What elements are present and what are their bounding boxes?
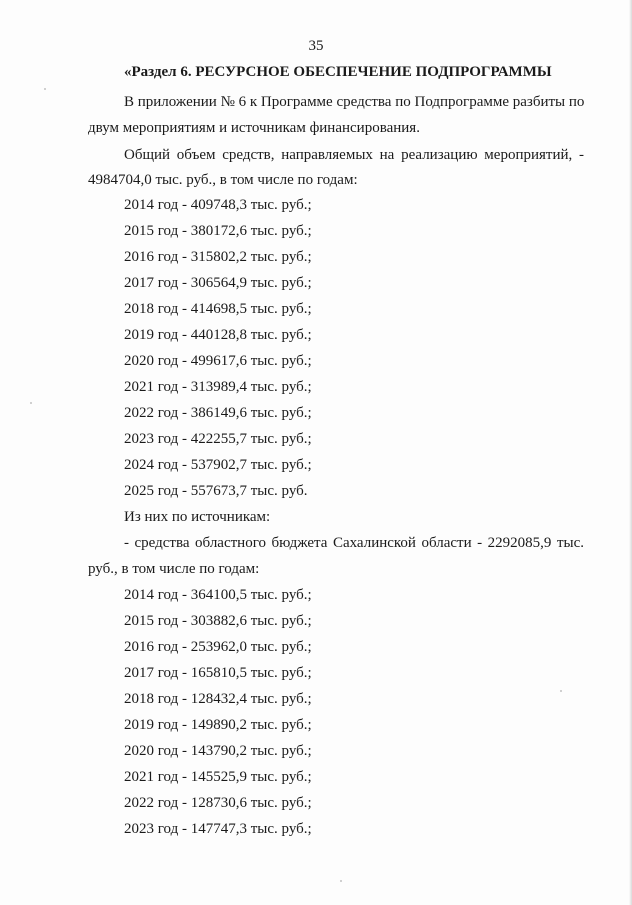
- list-item: 2014 год - 409748,3 тыс. руб.;: [124, 197, 312, 213]
- list-item: 2016 год - 253962,0 тыс. руб.;: [124, 639, 312, 655]
- paragraph-2-line-2: 4984704,0 тыс. руб., в том числе по годам:: [88, 172, 358, 188]
- paragraph-1-line-1: В приложении № 6 к Программе средства по Подпрограмме разбиты по: [124, 94, 585, 110]
- list-item: 2017 год - 306564,9 тыс. руб.;: [124, 275, 312, 291]
- list-item: 2022 год - 128730,6 тыс. руб.;: [124, 795, 312, 811]
- paragraph-1-line-2: двум мероприятиям и источникам финансирования.: [88, 120, 420, 136]
- paragraph-4-line-1: - средства областного бюджета Сахалинской области - 2292085,9 тыс.: [124, 535, 584, 551]
- list-item: 2020 год - 499617,6 тыс. руб.;: [124, 353, 312, 369]
- list-item: 2019 год - 149890,2 тыс. руб.;: [124, 717, 312, 733]
- list-item: 2021 год - 145525,9 тыс. руб.;: [124, 769, 312, 785]
- list-item: 2019 год - 440128,8 тыс. руб.;: [124, 327, 312, 343]
- list-item: 2015 год - 380172,6 тыс. руб.;: [124, 223, 312, 239]
- page-number: 35: [308, 38, 324, 54]
- list-item: 2017 год - 165810,5 тыс. руб.;: [124, 665, 312, 681]
- list-item: 2023 год - 422255,7 тыс. руб.;: [124, 431, 312, 447]
- list-item: 2024 год - 537902,7 тыс. руб.;: [124, 457, 312, 473]
- list-item: 2015 год - 303882,6 тыс. руб.;: [124, 613, 312, 629]
- list-item: 2020 год - 143790,2 тыс. руб.;: [124, 743, 312, 759]
- list-item: 2021 год - 313989,4 тыс. руб.;: [124, 379, 312, 395]
- list-item: 2023 год - 147747,3 тыс. руб.;: [124, 821, 312, 837]
- section-heading: «Раздел 6. РЕСУРСНОЕ ОБЕСПЕЧЕНИЕ ПОДПРОГРАММЫ: [124, 64, 552, 80]
- scan-speck: [340, 880, 342, 882]
- list-item: 2014 год - 364100,5 тыс. руб.;: [124, 587, 312, 603]
- scan-speck: [44, 88, 46, 90]
- paragraph-2-line-1: Общий объем средств, направляемых на реализацию мероприятий, -: [124, 147, 584, 163]
- list-item: 2022 год - 386149,6 тыс. руб.;: [124, 405, 312, 421]
- list-item: 2016 год - 315802,2 тыс. руб.;: [124, 249, 312, 265]
- scan-speck: [560, 690, 562, 692]
- scan-speck: [30, 402, 32, 404]
- list-item: 2018 год - 128432,4 тыс. руб.;: [124, 691, 312, 707]
- list-item: 2018 год - 414698,5 тыс. руб.;: [124, 301, 312, 317]
- list-item: 2025 год - 557673,7 тыс. руб.: [124, 483, 308, 499]
- paragraph-3: Из них по источникам:: [124, 509, 271, 525]
- paragraph-4-line-2: руб., в том числе по годам:: [88, 561, 260, 577]
